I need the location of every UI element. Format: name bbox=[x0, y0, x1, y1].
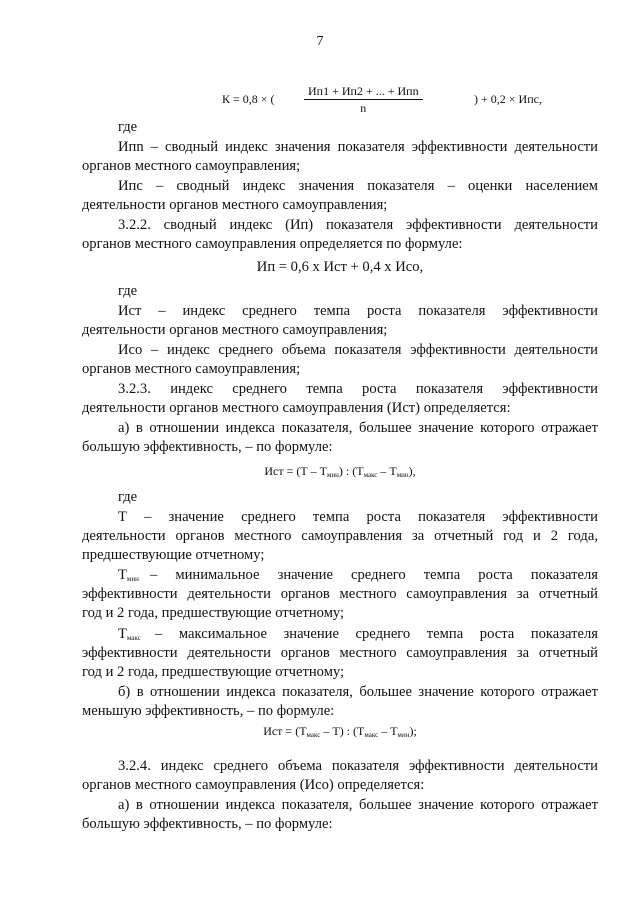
formula-part: – Т bbox=[377, 464, 397, 478]
formula-k-fraction bbox=[304, 84, 423, 115]
text-line: – максимальное значение среднего темпа роста показателя bbox=[155, 626, 598, 642]
subscript-min: мин bbox=[126, 575, 139, 583]
text-line: меньшую эффективность, – по формуле: bbox=[82, 703, 335, 719]
text-line: Ист – индекс среднего темпа роста показателя эффективности bbox=[118, 303, 598, 319]
text-line: Исо – индекс среднего объема показателя эффективности деятельности bbox=[118, 342, 598, 358]
formula-k-denominator: n bbox=[360, 101, 367, 115]
text-line: органов местного самоуправления; bbox=[82, 158, 301, 174]
page-number: 7 bbox=[316, 34, 324, 49]
subscript-max: макс bbox=[126, 634, 141, 642]
text-line: 3.2.3. индекс среднего темпа роста показателя эффективности bbox=[118, 381, 598, 397]
text-line: эффективности деятельности органов местного самоуправления за отчетный bbox=[82, 586, 598, 602]
text-line: большую эффективность, – по формуле: bbox=[82, 439, 333, 455]
formula-part: Ист = (Т bbox=[263, 724, 307, 738]
text-line: а) в отношении индекса показателя, большее значение которого отражает bbox=[118, 797, 598, 813]
text-line: органов местного самоуправления определяется по формуле: bbox=[82, 236, 463, 252]
formula-part: ) : (Т bbox=[338, 464, 364, 478]
text-line: Ипс – сводный индекс значения показателя – оценки населением bbox=[118, 178, 598, 194]
text-line: где bbox=[118, 119, 138, 135]
text-line: год и 2 года, предшествующие отчетному; bbox=[82, 605, 345, 621]
text-line: год и 2 года, предшествующие отчетному; bbox=[82, 664, 345, 680]
symbol-t: Т bbox=[118, 626, 127, 642]
text-line: Т – значение среднего темпа роста показателя эффективности bbox=[118, 509, 598, 525]
formula-ip: Ип = 0,6 х Ист + 0,4 х Исо, bbox=[256, 259, 424, 275]
text-line: деятельности органов местного самоуправления; bbox=[82, 197, 388, 213]
text-line: органов местного самоуправления; bbox=[82, 361, 301, 377]
subscript-max: макс bbox=[364, 731, 379, 739]
formula-k-numerator: Ип1 + Ип2 + ... + Ипn bbox=[304, 84, 423, 100]
subscript-min: мин bbox=[327, 471, 339, 479]
formula-part: ); bbox=[409, 724, 417, 738]
text-line: 3.2.4. индекс среднего объема показателя эффективности деятельности bbox=[118, 758, 598, 774]
text-line: эффективности деятельности органов местного самоуправления за отчетный bbox=[82, 645, 598, 661]
text-line: органов местного самоуправления (Исо) определяется: bbox=[82, 777, 425, 793]
formula-part: – Т) : (Т bbox=[320, 724, 365, 738]
text-line: – минимальное значение среднего темпа роста показателя bbox=[150, 567, 598, 583]
formula-ist-a bbox=[82, 462, 598, 485]
text-line: где bbox=[118, 489, 138, 505]
symbol-t: Т bbox=[118, 567, 127, 583]
text-line: деятельности органов местного самоуправления за отчетный год и 2 года, bbox=[82, 528, 598, 544]
subscript-min: мин bbox=[396, 471, 409, 479]
text-line: б) в отношении индекса показателя, большее значение которого отражает bbox=[118, 684, 598, 700]
text-line: деятельности органов местного самоуправления (Ист) определяется: bbox=[82, 400, 511, 416]
formula-k-lhs: К = 0,8 × ( bbox=[222, 92, 275, 106]
formula-part: – Т bbox=[378, 724, 398, 738]
formula-k-rhs: ) + 0,2 × Ипс, bbox=[474, 92, 542, 106]
text-line: предшествующие отчетному; bbox=[82, 547, 265, 563]
subscript-max: макс bbox=[363, 471, 378, 479]
formula-part: Ист = (Т – Т bbox=[264, 464, 327, 478]
text-line: а) в отношении индекса показателя, большее значение которого отражает bbox=[118, 420, 598, 436]
text-line: деятельности органов местного самоуправления; bbox=[82, 322, 388, 338]
text-line: где bbox=[118, 283, 138, 299]
formula-part: ), bbox=[408, 464, 416, 478]
text-line: большую эффективность, – по формуле: bbox=[82, 816, 333, 832]
text-line: Ипn – сводный индекс значения показателя эффективности деятельности bbox=[118, 139, 598, 155]
subscript-max: макс bbox=[306, 731, 321, 739]
text-line: 3.2.2. сводный индекс (Ип) показателя эффективности деятельности bbox=[118, 217, 598, 233]
subscript-min: мин bbox=[397, 731, 410, 739]
formula-ist-b bbox=[82, 722, 598, 745]
